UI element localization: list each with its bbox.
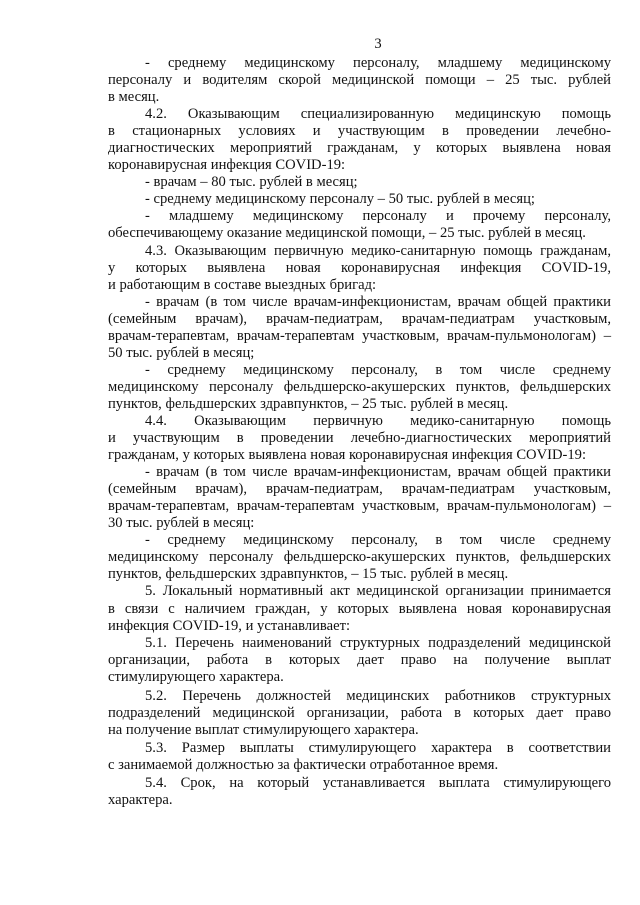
page-number: 3 [374,36,382,52]
text-line: 5.3. Размер выплаты стимулирующего характера в соответствии [145,739,611,756]
text-line: в месяц. [108,89,160,106]
text-line: в связи с наличием граждан, у которых выявлена новая коронавирусная [108,600,611,617]
text-line: - среднему медицинскому персоналу – 50 тыс. рублей в месяц; [145,191,535,208]
text-line: подразделений медицинской организации, работа в которых дает право [108,704,611,721]
text-line: организации, работа в которых дает право на получение выплат [108,651,611,668]
item-doctors-80 [108,174,611,191]
text-line: 5.1. Перечень наименований структурных подразделений медицинской [145,634,611,651]
text-line: в стационарных условиях и участвующим в проведении лечебно- [108,123,611,140]
text-line: характера. [108,792,173,809]
text-line: 50 тыс. рублей в месяц; [108,344,255,361]
text-line: гражданам, у которых выявлена новая коронавирусная инфекция COVID-19: [108,447,587,464]
text-line: - врачам – 80 тыс. рублей в месяц; [145,174,358,191]
item-mid-staff-50 [108,191,611,208]
text-line: пунктов, фельдшерских здравпунктов, – 15 тыс. рублей в месяц. [108,566,509,583]
item-doctors-4-4 [108,464,611,532]
clause-5-1 [108,635,611,686]
text-line: и участвующим в проведении лечебно-диагностических мероприятий [108,430,611,447]
clause-4-2 [108,106,611,174]
text-line: - среднему медицинскому персоналу, в том числе среднему [145,361,611,378]
clause-5-3 [108,740,611,774]
text-line: - среднему медицинскому персоналу, младшему медицинскому [145,55,611,71]
text-line: стимулирующего характера. [108,668,284,685]
item-mid-junior-staff-drivers [108,55,611,106]
text-line: диагностических мероприятий гражданам, у которых выявлена новая [108,140,611,157]
text-line: персоналу и водителям скорой медицинской помощи – 25 тыс. рублей [108,72,611,89]
text-line: 5.4. Срок, на который устанавливается выплата стимулирующего [145,774,611,791]
item-mid-staff-4-3 [108,362,611,413]
clause-5-2 [108,688,611,739]
clause-5 [108,583,611,634]
text-line: инфекция COVID-19, и устанавливает: [108,617,351,634]
text-line: - врачам (в том числе врачам-инфекционистам, врачам общей практики [145,464,611,481]
text-line: с занимаемой должностью за фактически отработанное время. [108,756,499,773]
item-mid-staff-4-4 [108,532,611,583]
item-doctors-4-3 [108,294,611,362]
text-line: (семейным врачам), врачам-педиатрам, врачам-педиатрам участковым, [108,481,611,498]
text-line: обеспечивающему оказание медицинской помощи, – 25 тыс. рублей в месяц. [108,225,586,242]
text-line: медицинскому персоналу фельдшерско-акушерских пунктов, фельдшерских [108,378,611,395]
text-line: на получение выплат стимулирующего характера. [108,721,419,738]
text-line: 4.3. Оказывающим первичную медико-санитарную помощь гражданам, [145,242,611,259]
text-line: 5. Локальный нормативный акт медицинской организации принимается [145,583,611,600]
text-line: врачам-терапевтам, врачам-терапевтам участковым, врачам-пульмонологам) – [108,327,611,344]
document-body [108,55,611,809]
text-line: пунктов, фельдшерских здравпунктов, – 25 тыс. рублей в месяц. [108,395,509,412]
text-line: 5.2. Перечень должностей медицинских работников структурных [145,687,611,704]
text-line: коронавирусная инфекция COVID-19: [108,157,346,174]
text-line: у которых выявлена новая коронавирусная инфекция COVID-19, [108,259,611,276]
clause-4-4 [108,413,611,464]
clause-4-3 [108,243,611,294]
text-line: медицинскому персоналу фельдшерско-акушерских пунктов, фельдшерских [108,549,611,566]
text-line: - среднему медицинскому персоналу, в том числе среднему [145,532,611,549]
clause-5-4 [108,775,611,809]
text-line: - врачам (в том числе врачам-инфекционистам, врачам общей практики [145,293,611,310]
text-line: - младшему медицинскому персоналу и прочему персоналу, [145,208,611,225]
text-line: и работающим в составе выездных бригад: [108,276,377,293]
text-line: 4.2. Оказывающим специализированную медицинскую помощь [145,106,611,123]
text-line: 30 тыс. рублей в месяц: [108,515,255,532]
text-line: врачам-терапевтам, врачам-терапевтам участковым, врачам-пульмонологам) – [108,498,611,515]
text-line: 4.4. Оказывающим первичную медико-санитарную помощь [145,412,611,429]
text-line: (семейным врачам), врачам-педиатрам, врачам-педиатрам участковым, [108,310,611,327]
item-junior-other-staff [108,208,611,242]
